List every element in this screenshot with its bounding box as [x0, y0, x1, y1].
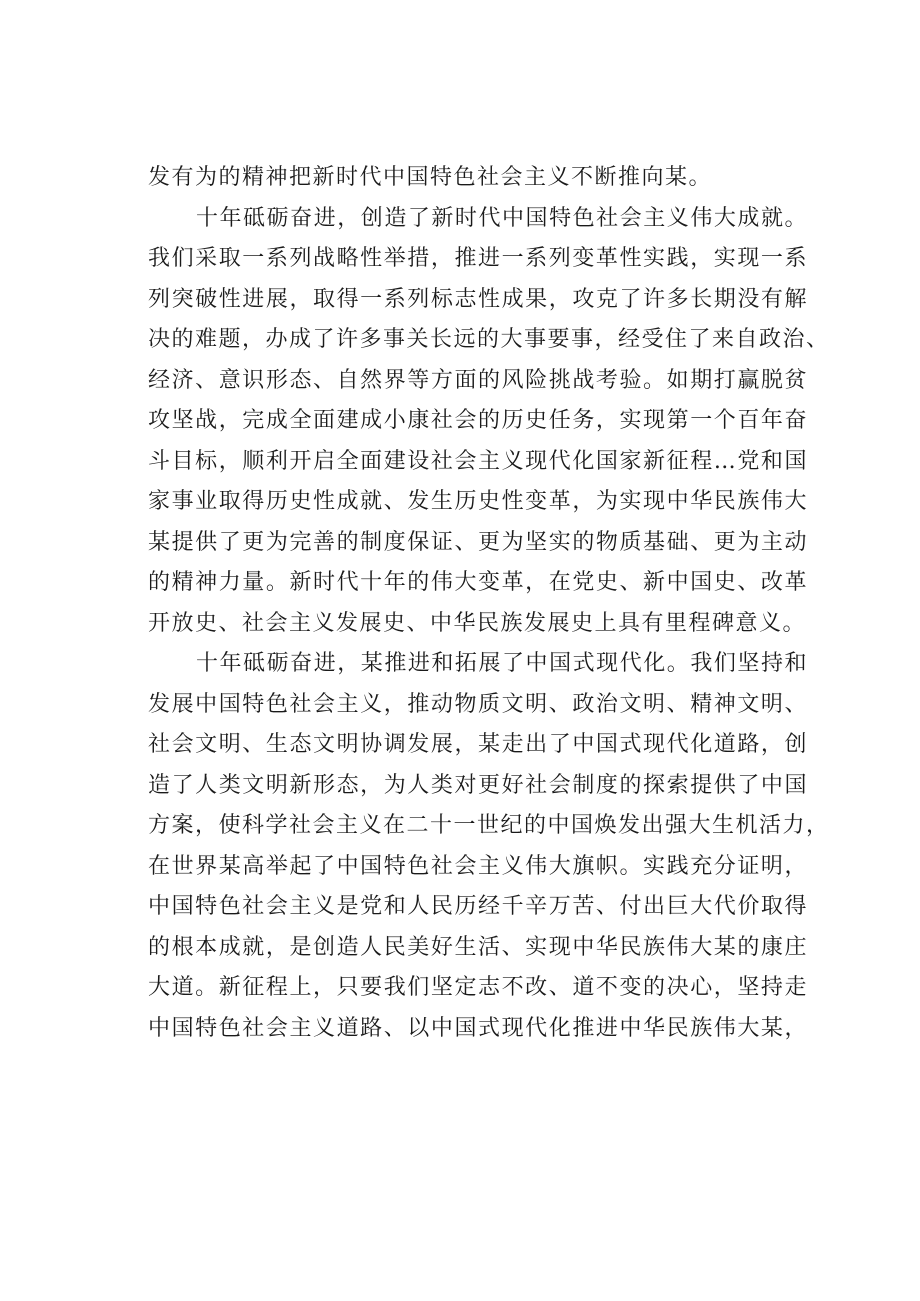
paragraph-last-line: 开放史、社会主义发展史、中华民族发展史上具有里程碑意义。	[148, 610, 807, 636]
text-line: 斗目标，顺利开启全面建设社会主义现代化国家新征程…党和国	[148, 448, 808, 474]
text-line: 家事业取得历史性成就、发生历史性变革，为实现中华民族伟大	[148, 489, 808, 514]
text-line: 大道。新征程上，只要我们坚定志不改、道不变的决心，坚持走	[148, 975, 808, 1000]
paragraph-first-line: 十年砥砺奋进，创造了新时代中国特色社会主义伟大成就。	[196, 205, 808, 231]
text-line: 的精神力量。新时代十年的伟大变革，在党史、新中国史、改革	[148, 570, 808, 595]
text-line: 列突破性进展，取得一系列标志性成果，攻克了许多长期没有解	[148, 286, 808, 312]
text-line: 的根本成就，是创造人民美好生活、实现中华民族伟大某的康庄	[148, 934, 808, 960]
text-line: 我们采取一系列战略性举措，推进一系列变革性实践，实现一系	[148, 246, 808, 271]
text-line: 中国特色社会主义道路、以中国式现代化推进中华民族伟大某，	[148, 1015, 808, 1041]
text-line: 攻坚战，完成全面建成小康社会的历史任务，实现第一个百年奋	[148, 408, 808, 433]
text-line: 决的难题，办成了许多事关长远的大事要事，经受住了来自政治、	[148, 327, 830, 352]
text-line: 中国特色社会主义是党和人民历经千辛万苦、付出巨大代价取得	[148, 894, 808, 919]
text-line: 经济、意识形态、自然界等方面的风险挑战考验。如期打赢脱贫	[148, 367, 808, 393]
text-line: 发有为的精神把新时代中国特色社会主义不断推向某。	[148, 165, 713, 190]
text-line: 造了人类文明新形态，为人类对更好社会制度的探索提供了中国	[148, 772, 808, 798]
text-line: 某提供了更为完善的制度保证、更为坚实的物质基础、更为主动	[148, 529, 808, 555]
body-text	[148, 158, 830, 1049]
text-line: 社会文明、生态文明协调发展，某走出了中国式现代化道路，创	[148, 732, 808, 757]
text-line: 发展中国特色社会主义，推动物质文明、政治文明、精神文明、	[148, 691, 808, 717]
text-line: 方案，使科学社会主义在二十一世纪的中国焕发出强大生机活力，	[148, 813, 830, 838]
paragraph-first-line: 十年砥砺奋进，某推进和拓展了中国式现代化。我们坚持和	[196, 651, 808, 676]
text-line: 在世界某高举起了中国特色社会主义伟大旗帜。实践充分证明，	[148, 853, 808, 879]
